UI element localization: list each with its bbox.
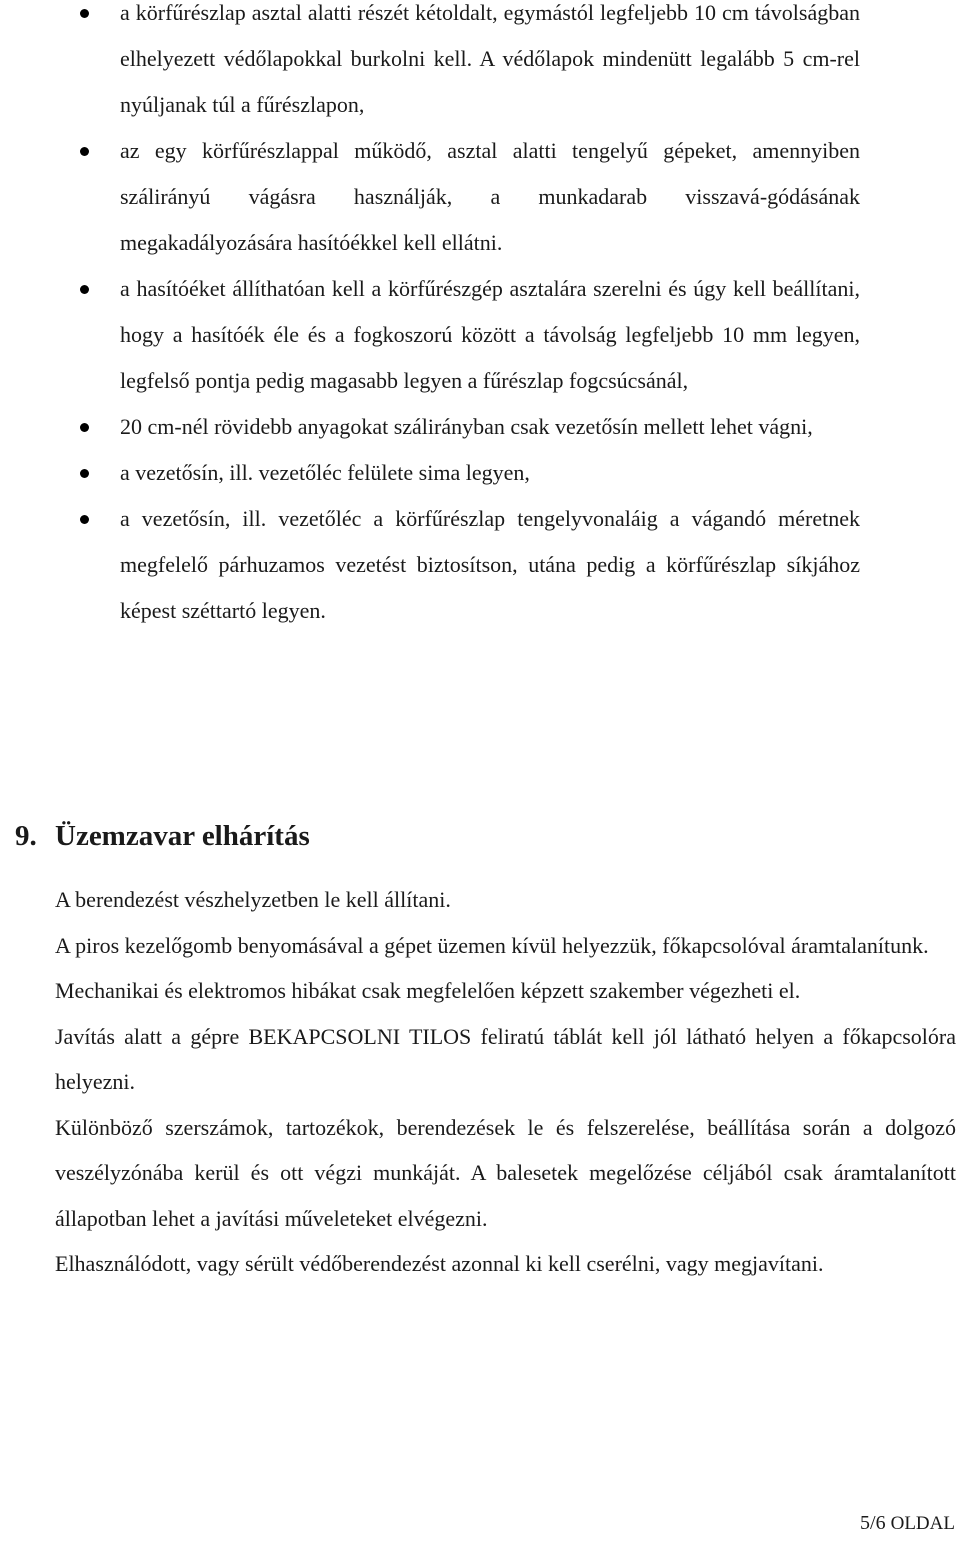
section-body: [55, 877, 956, 1287]
bullet-text: a vezetősín, ill. vezetőléc a körfűrészlap tengelyvonaláig a vágandó méretnek megfelelő párhuzamos vezetést biztosítson, utána pedig a körfűrészlap síkjához képest széttartó legyen.: [120, 506, 860, 623]
bullet-text: a körfűrészlap asztal alatti részét kétoldalt, egymástól legfeljebb 10 cm távolságban elhelyezett védőlapokkal burkolni kell. A védőlapok mindenütt legalább 5 cm-rel nyúljanak túl a fűrészlapon,: [120, 0, 860, 117]
section-number: 9.: [15, 820, 37, 852]
bullet-icon: [80, 285, 89, 294]
bullet-icon: [80, 147, 89, 156]
bullet-item: [0, 0, 960, 128]
paragraph: Különböző szerszámok, tartozékok, berendezések le és felszerelése, beállítása során a dolgozó veszélyzónába kerül és ott végzi munkáját. A balesetek megelőzése céljából csak áramtalanított állapotban lehet a javítási műveleteket elvégezni.: [55, 1114, 956, 1231]
page-number: 5/6: [860, 1512, 886, 1534]
bullet-item: [0, 266, 960, 404]
bullet-text: az egy körfűrészlappal működő, asztal alatti tengelyű gépeket, amennyiben szálirányú vágásra használják, a munkadarab visszavá-gódásának megakadályozására hasítóékkel kell ellátni.: [120, 138, 860, 255]
bullet-text: a hasítóéket állíthatóan kell a körfűrészgép asztalára szerelni és úgy kell beállítani, hogy a hasítóék éle és a fogkoszorú között a távolság legfeljebb 10 mm legyen, legfelső pontja pedig magasabb legyen a fűrészlap fogcsúcsánál,: [120, 276, 860, 393]
bullet-item: [0, 404, 960, 450]
bullet-list: [0, 0, 960, 634]
bullet-item: [0, 450, 960, 496]
page-label: OLDAL: [890, 1513, 955, 1534]
paragraph: Mechanikai és elektromos hibákat csak megfelelően képzett szakember végezheti el.: [55, 978, 801, 1003]
bullet-icon: [80, 469, 89, 478]
bullet-icon: [80, 515, 89, 524]
section-heading: [15, 814, 310, 858]
page-footer: [860, 1511, 955, 1536]
bullet-text: a vezetősín, ill. vezetőléc felülete sima legyen,: [120, 460, 530, 485]
bullet-icon: [80, 9, 89, 18]
bullet-item: [0, 496, 960, 634]
bullet-icon: [80, 423, 89, 432]
paragraph: A piros kezelőgomb benyomásával a gépet üzemen kívül helyezzük, főkapcsolóval áramtalanítunk.: [55, 932, 929, 958]
section-title: Üzemzavar elhárítás: [55, 820, 310, 852]
paragraph: Elhasználódott, vagy sérült védőberendezést azonnal ki kell cserélni, vagy megjavítani.: [55, 1251, 824, 1276]
paragraph: A berendezést vészhelyzetben le kell állítani.: [55, 887, 451, 912]
paragraph: Javítás alatt a gépre BEKAPCSOLNI TILOS feliratú táblát kell jól látható helyen a főkapcsolóra helyezni.: [55, 1023, 956, 1094]
bullet-text: 20 cm-nél rövidebb anyagokat szálirányban csak vezetősín mellett lehet vágni,: [120, 414, 813, 439]
bullet-item: [0, 128, 960, 266]
